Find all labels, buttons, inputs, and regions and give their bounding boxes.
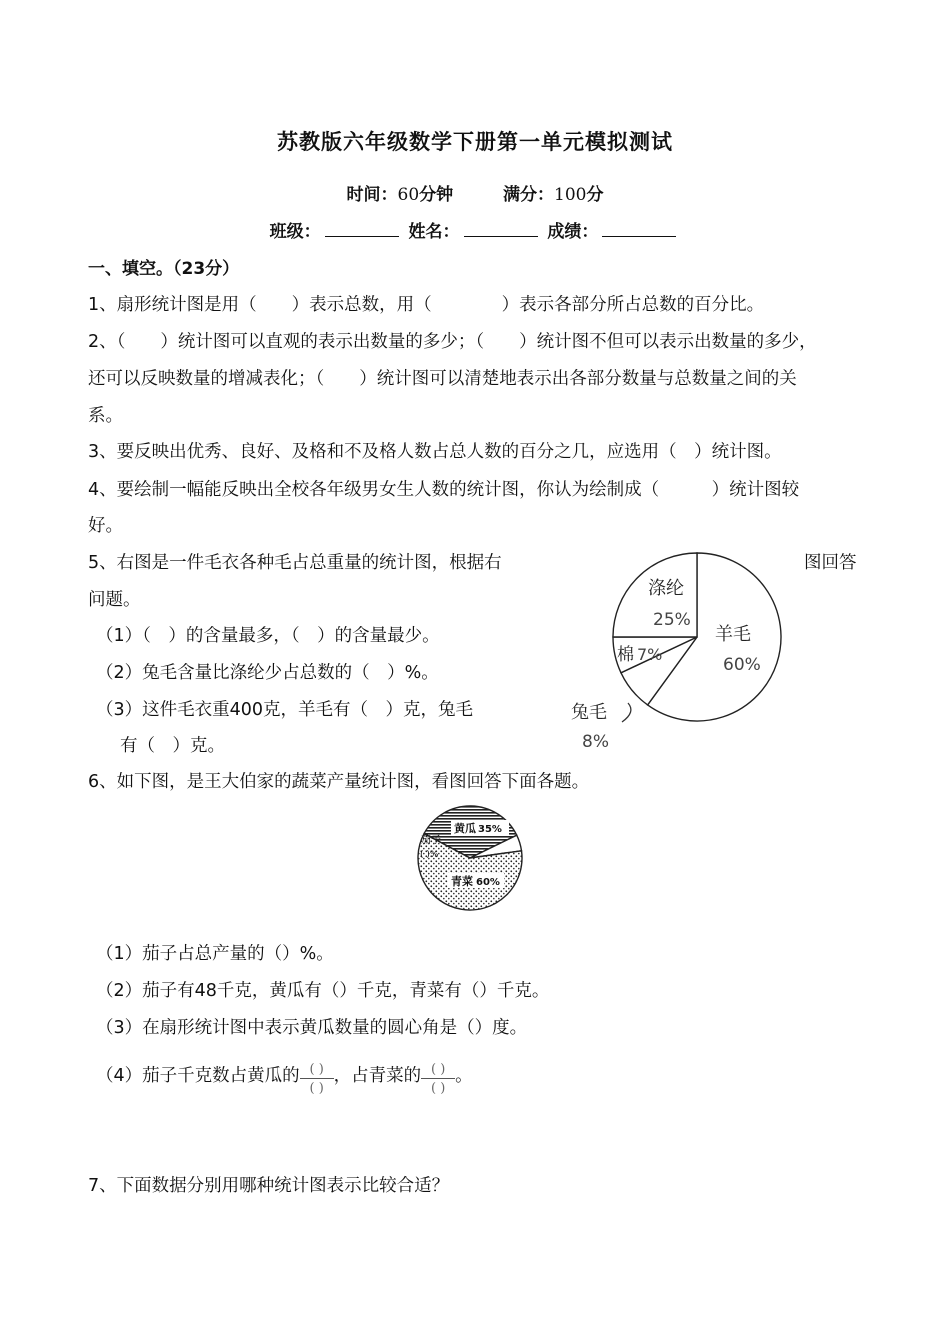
question-2-line3: 系。 xyxy=(88,406,123,426)
pie1-value-rabbit: 8% xyxy=(582,732,609,752)
question-3: 3、要反映出优秀、良好、及格和不及格人数占总人数的百分之几，应选用（ ）统计图。 xyxy=(88,442,782,462)
pie1-value-cotton: 7% xyxy=(637,645,663,664)
pie2-value-cucumber: 35% xyxy=(478,824,502,835)
pie2-label-greens: 青菜 xyxy=(451,875,473,888)
time-unit: 分钟 xyxy=(419,185,454,205)
question-5-sub2: （2）兔毛含量比涤纶少占总数的（ ）%。 xyxy=(96,663,439,683)
question-5-sub3-line2: 有（ ）克。 xyxy=(120,736,225,756)
question-6-sub4-part3: 。 xyxy=(455,1066,473,1086)
pie2-label-eggplant: 茄子 xyxy=(421,835,441,846)
score-label: 满分： xyxy=(503,185,555,205)
question-6-sub4 xyxy=(96,1062,473,1096)
pie1-value-wool: 60% xyxy=(723,655,761,675)
exam-meta xyxy=(0,180,950,205)
question-1: 1、扇形统计图是用（ ）表示总数，用（ ）表示各部分所占总数的百分比。 xyxy=(88,295,765,315)
pie1-label-rabbit: 兔毛 xyxy=(571,702,607,723)
question-2-line1: 2、（ ）统计图可以直观的表示出数量的多少；（ ）统计图不但可以表示出数量的多少， xyxy=(88,332,817,352)
time-label: 时间： xyxy=(346,185,398,205)
question-6-sub4-part1: （4）茄子千克数占黄瓜的 xyxy=(96,1066,300,1086)
fraction-blank-cucumber[interactable]: $\frac{( )}{( )}$ xyxy=(300,1065,334,1087)
page-title: 苏教版六年级数学下册第一单元模拟测试 xyxy=(277,130,673,154)
pie2-value-greens: 60% xyxy=(476,877,500,888)
grade-field[interactable] xyxy=(602,220,676,237)
fraction-blank-greens[interactable]: $\frac{( )}{( )}$ xyxy=(421,1065,455,1087)
pie1-rabbit-leader xyxy=(622,703,631,722)
time-value: 60 xyxy=(397,185,420,205)
vegetable-pie-chart xyxy=(410,800,530,915)
question-4-line1: 4、要绘制一幅能反映出全校各年级男女生人数的统计图，你认为绘制成（ ）统计图较 xyxy=(88,480,800,500)
sweater-pie-slices xyxy=(613,553,781,721)
section-heading: 一、填空。（23分） xyxy=(88,259,240,279)
pie1-label-cotton: 棉 xyxy=(617,645,634,665)
sweater-pie-chart xyxy=(560,548,790,758)
pie1-label-polyester: 涤纶 xyxy=(648,578,684,599)
question-6-sub1: （1）茄子占总产量的（）%。 xyxy=(96,944,334,964)
pie2-value-eggplant: ( )% xyxy=(420,850,439,860)
question-5-line1-tail: 图回答 xyxy=(804,553,857,573)
name-label: 姓名： xyxy=(408,222,460,242)
class-field[interactable] xyxy=(325,220,399,237)
question-7: 7、下面数据分别用哪种统计图表示比较合适？ xyxy=(88,1176,450,1196)
question-6-sub4-part2: ，占青菜的 xyxy=(333,1066,422,1086)
student-info xyxy=(0,217,950,242)
question-2-line2: 还可以反映数量的增减表化；（ ）统计图可以清楚地表示出各部分数量与总数量之间的关 xyxy=(88,369,797,389)
question-5-line1: 5、右图是一件毛衣各种毛占总重量的统计图，根据右 xyxy=(88,553,502,573)
question-5-sub3-line1: （3）这件毛衣重400克，羊毛有（ ）克，兔毛 xyxy=(96,700,474,720)
grade-label: 成绩： xyxy=(547,222,599,242)
question-5-sub1: （1）（ ）的含量最多，（ ）的含量最少。 xyxy=(96,626,440,646)
question-6-sub2: （2）茄子有48千克，黄瓜有（）千克，青菜有（）千克。 xyxy=(96,981,550,1001)
pie2-label-cucumber: 黄瓜 xyxy=(454,822,476,835)
score-value: 100 xyxy=(554,185,587,205)
score-unit: 分 xyxy=(586,185,604,205)
name-field[interactable] xyxy=(464,220,538,237)
pie1-label-wool: 羊毛 xyxy=(715,624,751,645)
question-4-line2: 好。 xyxy=(88,516,123,536)
question-6-sub3: （3）在扇形统计图中表示黄瓜数量的圆心角是（）度。 xyxy=(96,1018,528,1038)
question-5-line2: 问题。 xyxy=(88,590,141,610)
pie1-value-polyester: 25% xyxy=(653,610,691,630)
class-label: 班级： xyxy=(269,222,321,242)
question-6: 6、如下图，是王大伯家的蔬菜产量统计图，看图回答下面各题。 xyxy=(88,772,590,792)
